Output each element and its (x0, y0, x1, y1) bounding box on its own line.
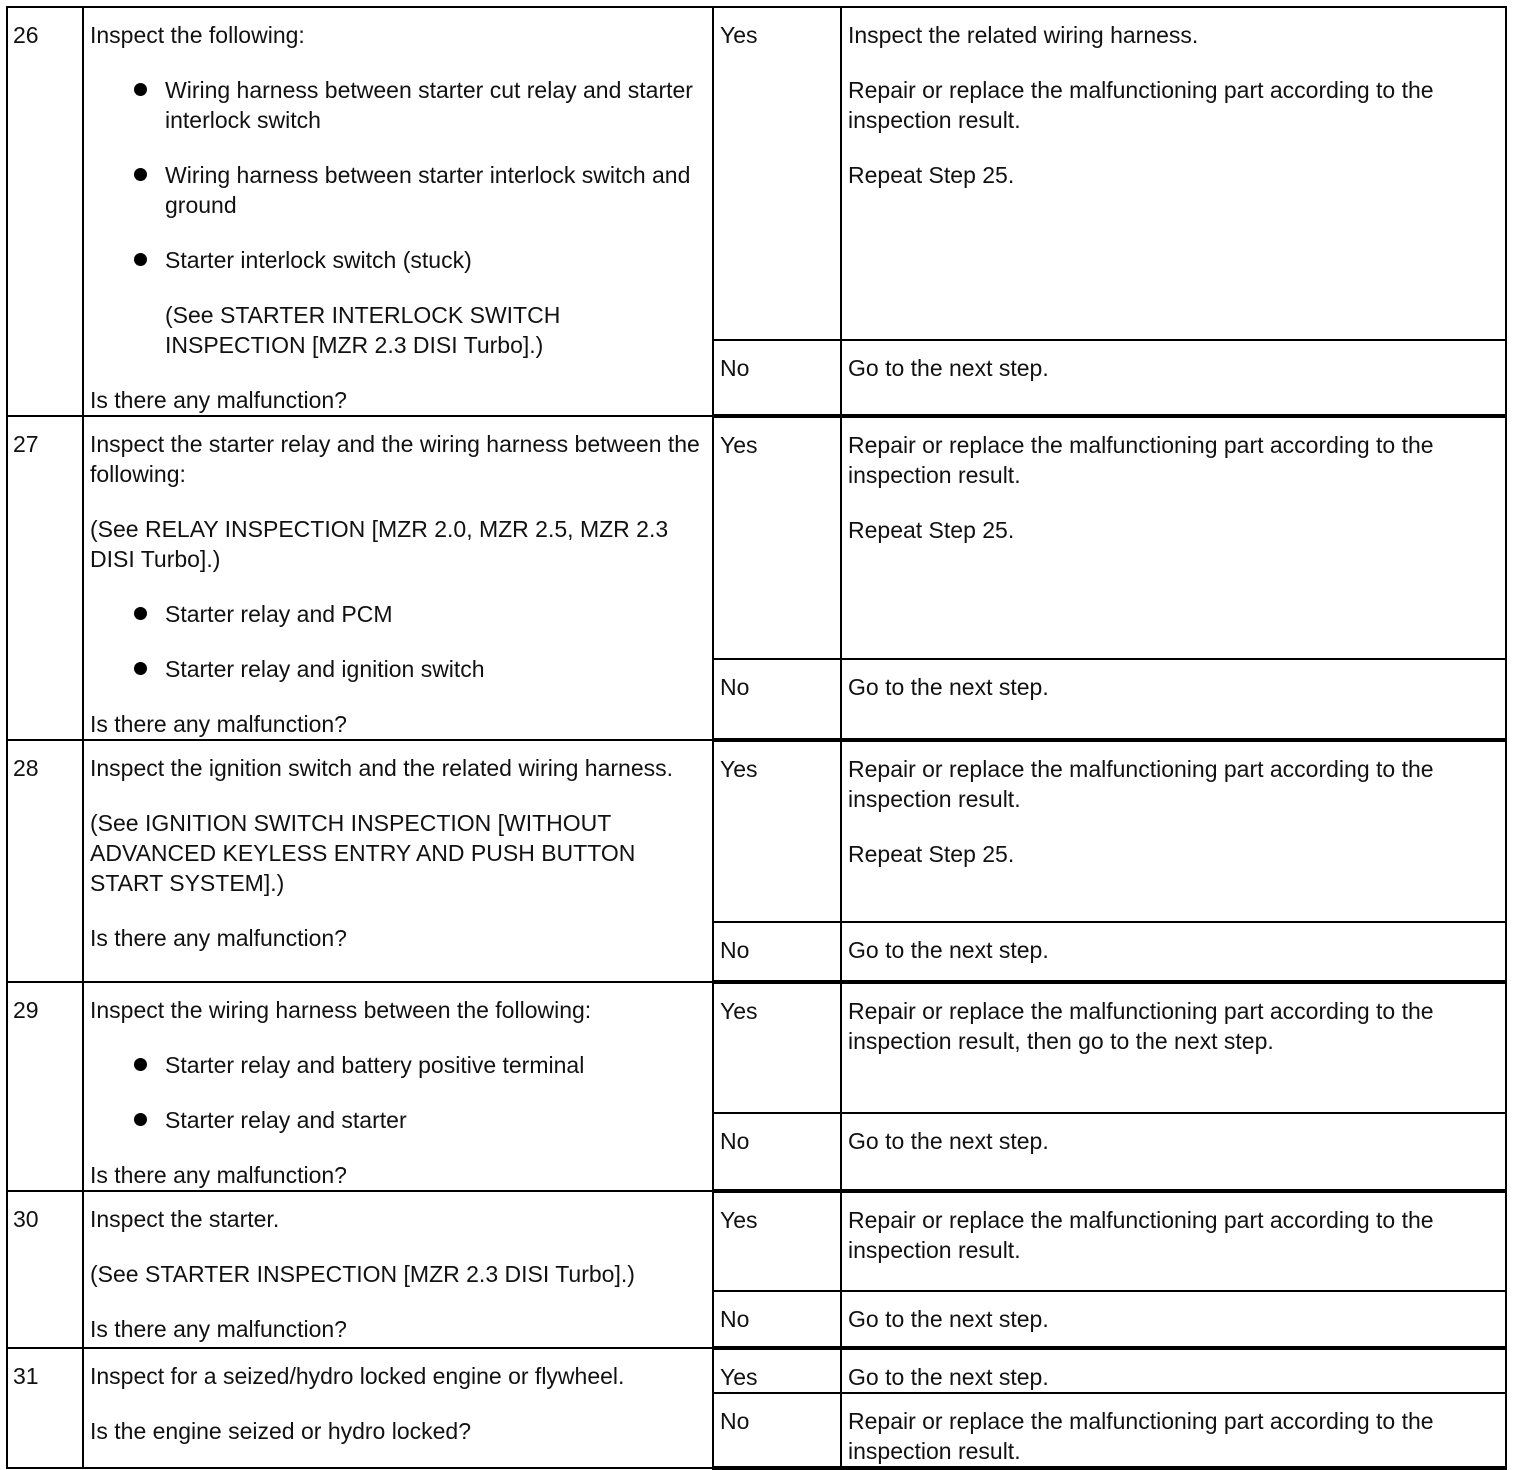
result-yes-label: Yes (713, 740, 841, 922)
step-number: 31 (7, 1348, 83, 1468)
result-no-label: No (713, 659, 841, 740)
result-yes-label: Yes (713, 416, 841, 659)
inspection-reference: (See STARTER INSPECTION [MZR 2.3 DISI Turbo].) (90, 1261, 635, 1287)
list-item: Wiring harness between starter cut relay and starter interlock switch (90, 75, 706, 135)
result-no-action: Go to the next step. (841, 340, 1506, 416)
result-no-action: Go to the next step. (841, 1291, 1506, 1348)
step-question: Is there any malfunction? (90, 387, 347, 413)
result-no-label: No (713, 340, 841, 416)
step-question: Is there any malfunction? (90, 1162, 347, 1188)
result-no-label: No (713, 1113, 841, 1191)
result-no-label: No (713, 922, 841, 982)
step-intro: Inspect the starter. (90, 1206, 280, 1232)
step-intro: Inspect the ignition switch and the related wiring harness. (90, 755, 673, 781)
step-action-cell (83, 1191, 713, 1348)
result-yes-action: Repair or replace the malfunctioning part according to the inspection result. Repeat Step 25. (841, 740, 1506, 922)
inspection-reference: (See STARTER INTERLOCK SWITCH INSPECTION [MZR 2.3 DISI Turbo].) (165, 302, 561, 358)
result-yes-action: Inspect the related wiring harness. Repair or replace the malfunctioning part according to the inspection result. Repeat Step 25. (841, 7, 1506, 340)
list-item: Starter relay and battery positive terminal (90, 1050, 706, 1080)
step-intro: Inspect the starter relay and the wiring harness between the following: (90, 431, 700, 487)
bullet-icon (134, 1113, 147, 1126)
step-intro: Inspect for a seized/hydro locked engine or flywheel. (90, 1363, 625, 1389)
result-no-label: No (713, 1291, 841, 1348)
step-number: 27 (7, 416, 83, 740)
result-no-action: Go to the next step. (841, 922, 1506, 982)
step-question: Is there any malfunction? (90, 711, 347, 737)
bullet-icon (134, 168, 147, 181)
list-item: Starter relay and ignition switch (90, 654, 706, 684)
diagnostic-procedure-table (6, 6, 1507, 1470)
step-question: Is the engine seized or hydro locked? (90, 1418, 472, 1444)
result-yes-action: Repair or replace the malfunctioning part according to the inspection result. (841, 1191, 1506, 1291)
bullet-list (90, 599, 706, 684)
result-yes-label: Yes (713, 982, 841, 1113)
step-30-yes-row (7, 1191, 1506, 1291)
step-action-cell (83, 740, 713, 982)
step-27-yes-row (7, 416, 1506, 659)
step-intro: Inspect the following: (90, 22, 305, 48)
bullet-list (90, 1050, 706, 1135)
step-action-cell (83, 1348, 713, 1468)
step-26-yes-row (7, 7, 1506, 340)
result-no-action: Go to the next step. (841, 1113, 1506, 1191)
result-yes-action: Go to the next step. (841, 1348, 1506, 1393)
step-number: 28 (7, 740, 83, 982)
result-yes-action: Repair or replace the malfunctioning part according to the inspection result, then go to the next step. (841, 982, 1506, 1113)
list-item: Wiring harness between starter interlock switch and ground (90, 160, 706, 220)
step-number: 30 (7, 1191, 83, 1348)
result-yes-label: Yes (713, 7, 841, 340)
result-no-action: Repair or replace the malfunctioning part according to the inspection result. (841, 1393, 1506, 1468)
list-item: Starter interlock switch (stuck) (90, 245, 706, 275)
step-action-cell (83, 416, 713, 740)
step-31-yes-row (7, 1348, 1506, 1393)
bullet-icon (134, 83, 147, 96)
step-question: Is there any malfunction? (90, 1316, 347, 1342)
result-no-label: No (713, 1393, 841, 1468)
step-number: 29 (7, 982, 83, 1191)
list-item: Starter relay and PCM (90, 599, 706, 629)
step-number: 26 (7, 7, 83, 416)
bullet-list (90, 75, 706, 275)
step-28-yes-row (7, 740, 1506, 922)
inspection-reference: (See RELAY INSPECTION [MZR 2.0, MZR 2.5, MZR 2.3 DISI Turbo].) (90, 516, 669, 572)
result-no-action: Go to the next step. (841, 659, 1506, 740)
bullet-icon (134, 1058, 147, 1071)
step-action-cell (83, 7, 713, 416)
result-yes-label: Yes (713, 1191, 841, 1291)
step-action-cell (83, 982, 713, 1191)
result-yes-label: Yes (713, 1348, 841, 1393)
list-item: Starter relay and starter (90, 1105, 706, 1135)
step-question: Is there any malfunction? (90, 925, 347, 951)
bullet-icon (134, 253, 147, 266)
inspection-reference: (See IGNITION SWITCH INSPECTION [WITHOUT ADVANCED KEYLESS ENTRY AND PUSH BUTTON START SYSTEM].) (90, 810, 636, 896)
result-yes-action: Repair or replace the malfunctioning part according to the inspection result. Repeat Step 25. (841, 416, 1506, 659)
step-29-yes-row (7, 982, 1506, 1113)
step-intro: Inspect the wiring harness between the following: (90, 997, 592, 1023)
bullet-icon (134, 607, 147, 620)
bullet-icon (134, 662, 147, 675)
